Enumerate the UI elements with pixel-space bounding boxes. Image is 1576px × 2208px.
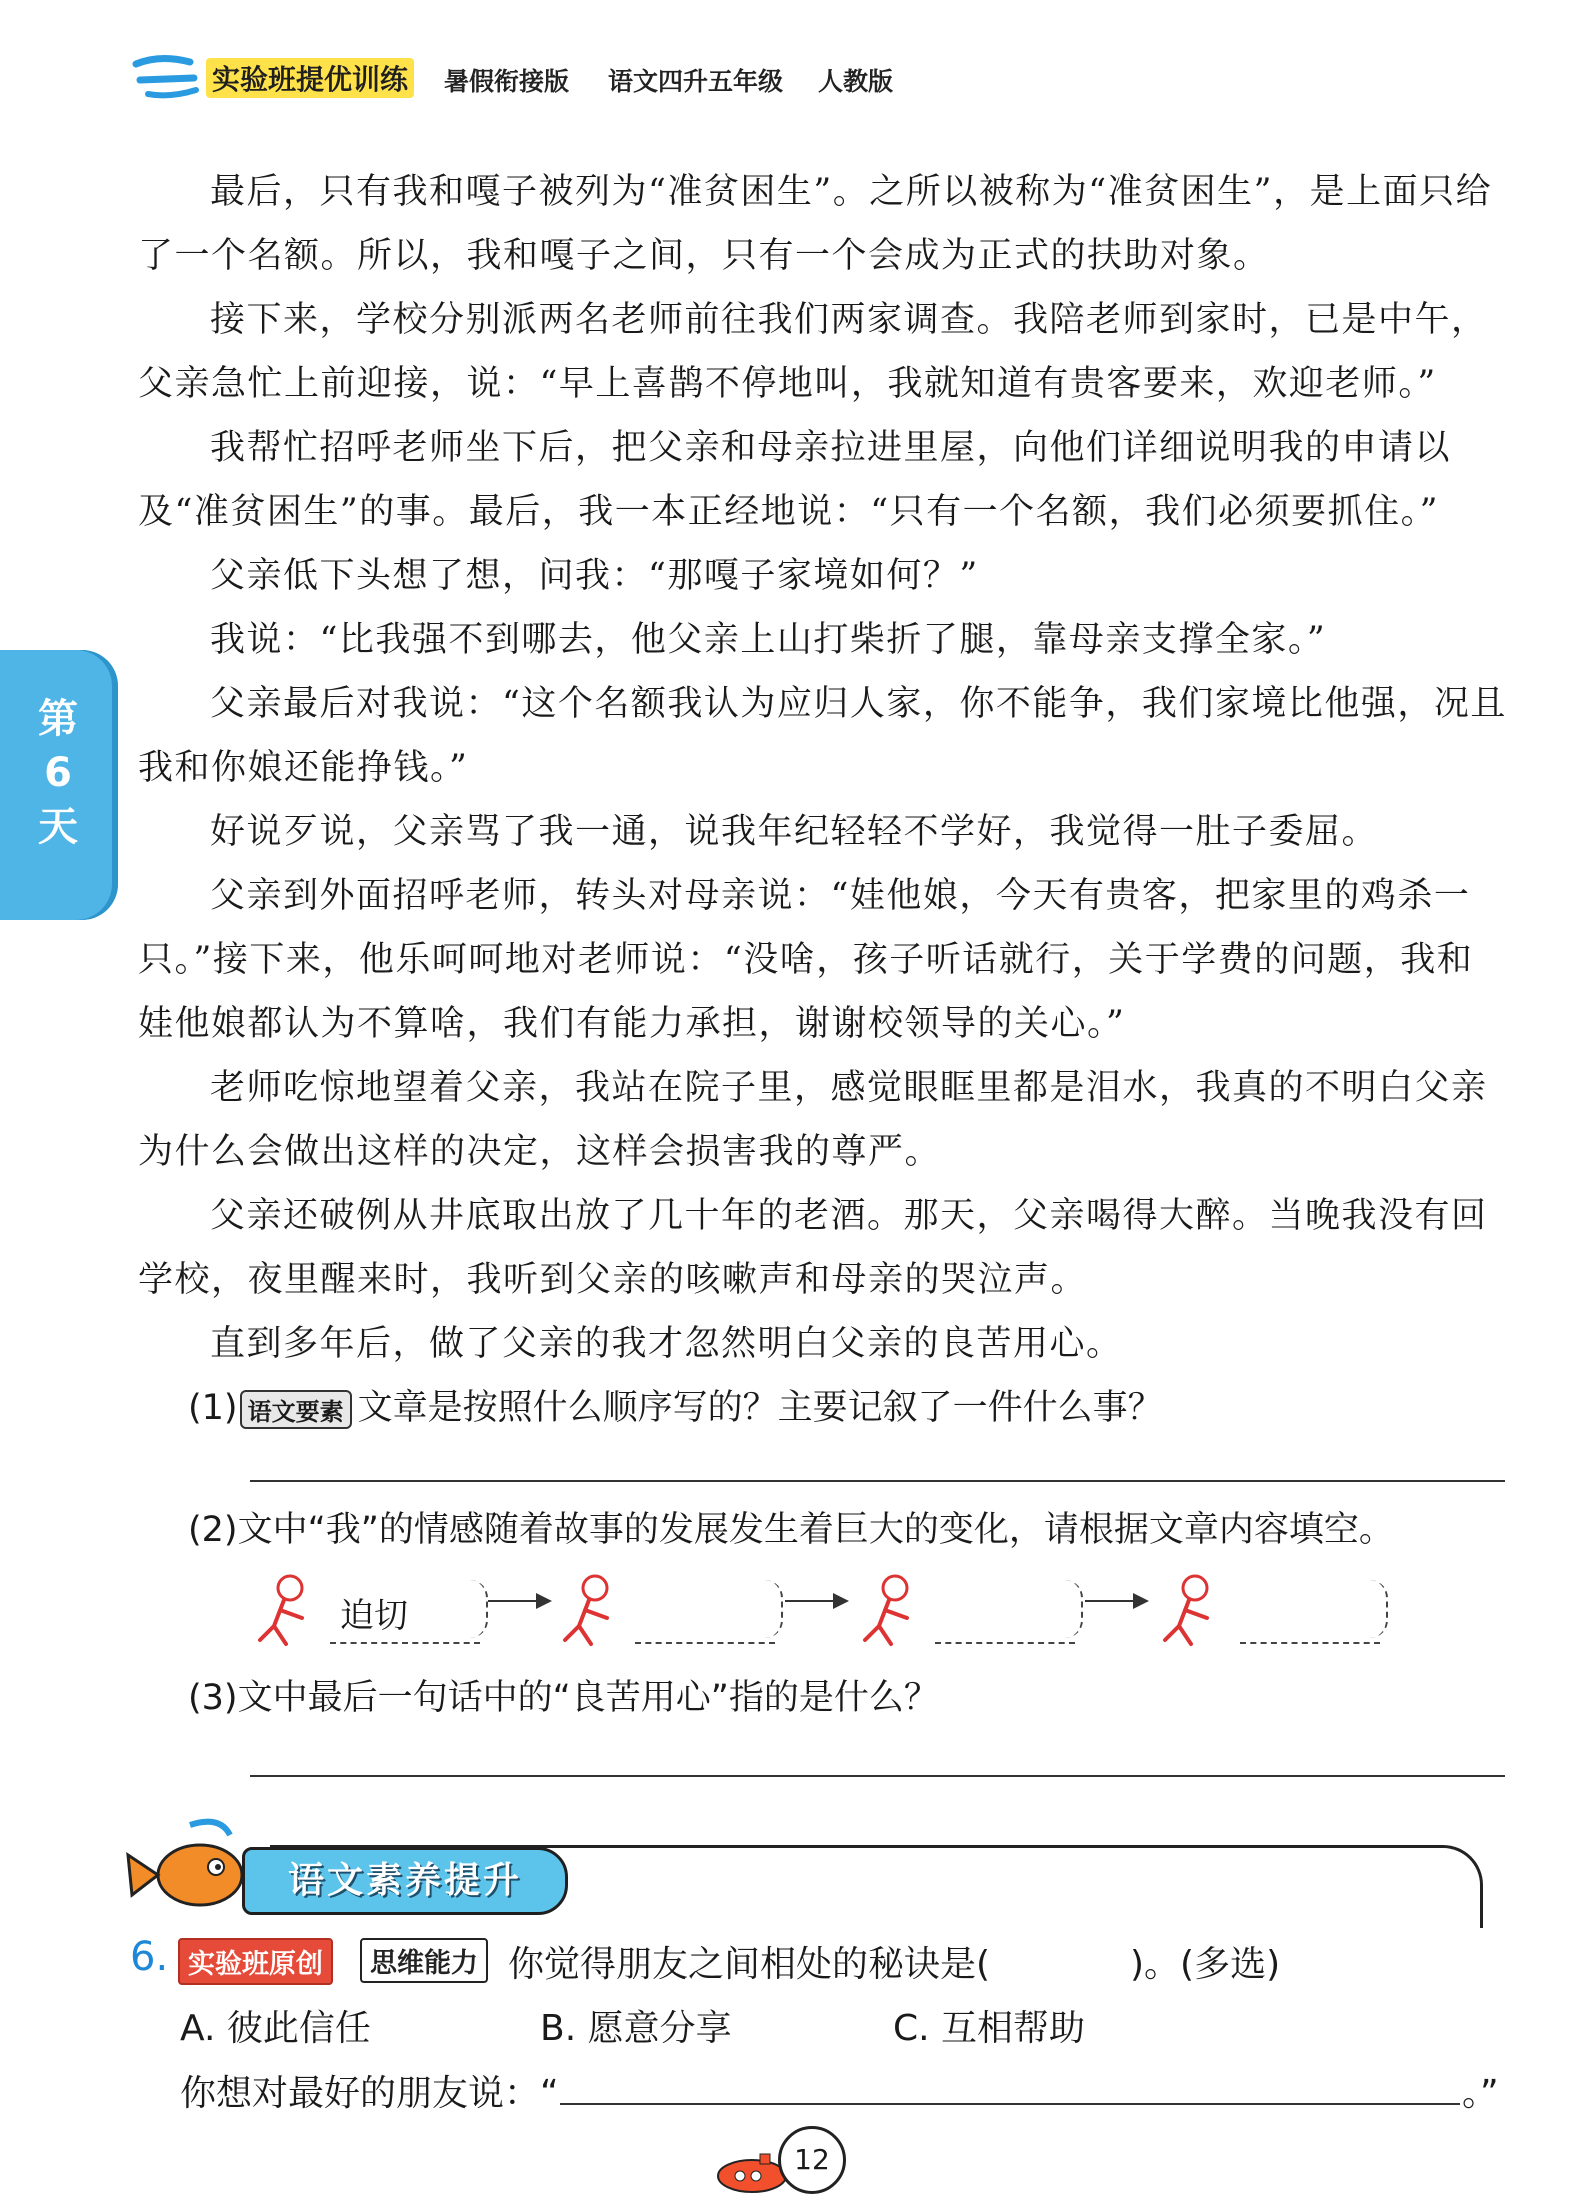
kid-figure-icon: [1155, 1570, 1219, 1648]
header-edition: 暑假衔接版: [444, 67, 570, 96]
arrow-right-icon: [785, 1600, 847, 1602]
option-c[interactable]: C. 互相帮助: [893, 2008, 1086, 2049]
passage-paragraph: 接下来，学校分别派两名老师前往我们两家调查。我陪老师到家时，已是中午，父亲急忙上前迎接，说：“早上喜鹊不停地叫，我就知道有贵客要来，欢迎老师。”: [138, 300, 1488, 404]
day-tab-char-2: 6: [44, 750, 72, 796]
header-subject: 语文四升五年级: [608, 67, 784, 96]
page-number-area: [712, 2122, 862, 2198]
page-number: 12: [778, 2126, 846, 2194]
section-banner: [120, 1795, 1520, 1925]
friend-message-prompt: [180, 2065, 559, 2116]
day-tab-char-3: 天: [38, 804, 78, 850]
question-6-text: 你觉得朋友之间相处的秘诀是(: [508, 1944, 991, 1985]
page-header: [130, 52, 1130, 102]
question-1-tag: 语文要素: [240, 1390, 352, 1429]
kid-figure-icon: [250, 1570, 314, 1648]
passage-paragraph: 父亲到外面招呼老师，转头对母亲说：“娃他娘，今天有贵客，把家里的鸡杀一只。”接下来，他乐呵呵地对老师说：“没啥，孩子听话就行，关于学费的问题，我和娃他娘都认为不算啥，我们有能力承担，谢谢校领导的关心。”: [138, 876, 1474, 1044]
section-title: 语文素养提升: [242, 1847, 568, 1915]
passage-paragraph: 父亲还破例从井底取出放了几十年的老酒。那天，父亲喝得大醉。当晚我没有回学校，夜里醒来时，我听到父亲的咳嗽声和母亲的哭泣声。: [138, 1196, 1488, 1300]
passage-paragraph: 最后，只有我和嘎子被列为“准贫困生”。之所以被称为“准贫困生”，是上面只给了一个名额。所以，我和嘎子之间，只有一个会成为正式的扶助对象。: [138, 172, 1493, 276]
passage-paragraph: 好说歹说，父亲骂了我一通，说我年纪轻轻不学好，我觉得一肚子委屈。: [210, 812, 1379, 852]
kid-figure-icon: [855, 1570, 919, 1648]
fish-mascot-icon: [120, 1805, 260, 1915]
question-1-number: (1): [188, 1388, 238, 1428]
question-3-answer-line[interactable]: [250, 1775, 1505, 1777]
header-brand: 实验班提优训练: [206, 58, 414, 98]
question-6-number: 6.: [130, 1934, 169, 1980]
header-publisher: 人教版: [818, 67, 894, 96]
passage-paragraph: 直到多年后，做了父亲的我才忽然明白父亲的良苦用心。: [210, 1324, 1123, 1364]
question-3-number: (3): [188, 1678, 238, 1718]
emotion-flow: [250, 1570, 1400, 1650]
question-6-tag-original: 实验班原创: [178, 1938, 333, 1985]
question-1-answer-line[interactable]: [250, 1480, 1505, 1482]
question-1-text: 文章是按照什么顺序写的？主要记叙了一件什么事？: [357, 1388, 1163, 1428]
day-tab: [0, 650, 118, 920]
question-6-tag-skill: 思维能力: [360, 1938, 488, 1983]
emotion-box-3[interactable]: [935, 1580, 1075, 1644]
question-3: [188, 1670, 1508, 1720]
kid-figure-icon: [555, 1570, 619, 1648]
friend-message-line[interactable]: [560, 2103, 1460, 2105]
question-3-text: 文中最后一句话中的“良苦用心”指的是什么？: [237, 1678, 939, 1718]
question-2-number: (2): [188, 1510, 238, 1550]
question-1: [188, 1380, 1508, 1430]
option-a[interactable]: A. 彼此信任: [180, 2008, 371, 2049]
emotion-1-text: 迫切: [340, 1596, 408, 1636]
question-6-close: )。(多选): [1130, 1944, 1281, 1985]
day-tab-char-1: 第: [38, 696, 78, 742]
question-6-answer-blank[interactable]: [1000, 1936, 1011, 1977]
friend-message-suffix: 。”: [1462, 2073, 1499, 2114]
emotion-box-2[interactable]: [635, 1580, 775, 1644]
question-2: [188, 1502, 1508, 1552]
arrow-right-icon: [1085, 1600, 1147, 1602]
arrow-right-icon: [488, 1600, 550, 1602]
emotion-box-4[interactable]: [1240, 1580, 1380, 1644]
passage-paragraph: 我说：“比我强不到哪去，他父亲上山打柴折了腿，靠母亲支撑全家。”: [210, 620, 1327, 660]
emotion-box-1[interactable]: [330, 1580, 480, 1644]
passage-paragraph: 父亲低下头想了想，问我：“那嘎子家境如何？”: [210, 556, 979, 596]
friend-message-prefix: 你想对最好的朋友说：“: [180, 2073, 559, 2114]
question-6: [130, 1930, 1530, 1990]
passage-paragraph: 父亲最后对我说：“这个名额我认为应归人家，你不能争，我们家境比他强，况且我和你娘还能挣钱。”: [138, 684, 1507, 788]
option-b[interactable]: B. 愿意分享: [540, 2008, 732, 2049]
passage-paragraph: 我帮忙招呼老师坐下后，把父亲和母亲拉进里屋，向他们详细说明我的申请以及“准贫困生”的事。最后，我一本正经地说：“只有一个名额，我们必须要抓住。”: [138, 428, 1452, 532]
passage-paragraph: 老师吃惊地望着父亲，我站在院子里，感觉眼眶里都是泪水，我真的不明白父亲为什么会做出这样的决定，这样会损害我的尊严。: [138, 1068, 1488, 1172]
question-2-text: 文中“我”的情感随着故事的发展发生着巨大的变化，请根据文章内容填空。: [237, 1510, 1394, 1550]
